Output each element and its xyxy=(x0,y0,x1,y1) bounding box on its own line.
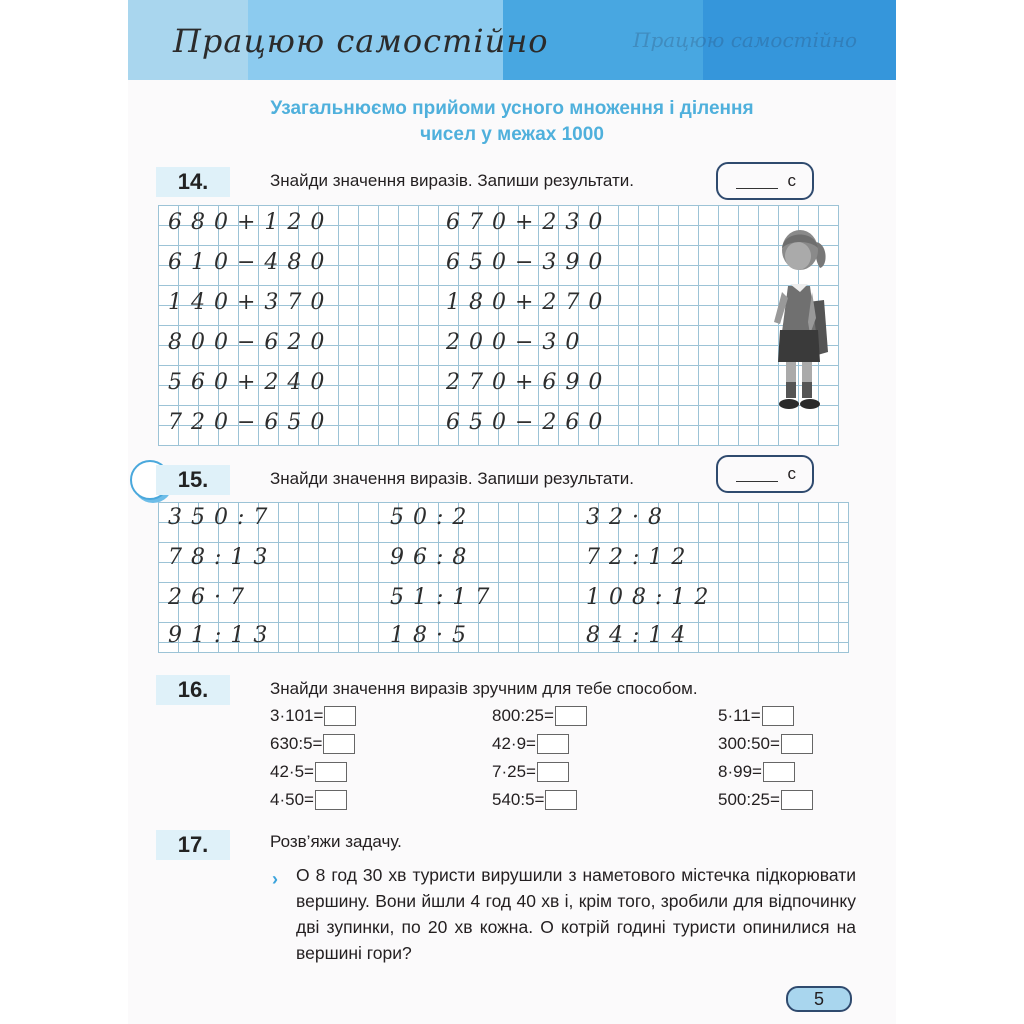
exercise-14-instruction: Знайди значення виразів. Запиши результати. xyxy=(270,171,634,190)
answer-box[interactable] xyxy=(323,734,355,754)
ex16-item xyxy=(718,762,795,782)
answer-box[interactable] xyxy=(315,790,347,810)
answer-box[interactable] xyxy=(763,762,795,782)
time-unit: с xyxy=(787,464,796,483)
answer-box[interactable] xyxy=(537,734,569,754)
time-blank xyxy=(736,188,778,189)
ex16-item xyxy=(492,790,577,810)
ex15-expression: 32·8 xyxy=(586,505,671,530)
exercise-15-time-field[interactable] xyxy=(716,455,814,493)
ex16-item xyxy=(492,706,587,726)
answer-box[interactable] xyxy=(324,706,356,726)
ex16-item xyxy=(270,762,347,782)
ex14-expression: 650−260 xyxy=(446,410,612,435)
ex14-expression: 800−620 xyxy=(168,330,334,355)
exercise-14-time-field[interactable] xyxy=(716,162,814,200)
ex15-expression: 84:14 xyxy=(586,623,695,648)
answer-box[interactable] xyxy=(315,762,347,782)
ex16-expression: 7·25= xyxy=(492,762,536,781)
lesson-title-line-1: Узагальнюємо прийоми усного множення і ділення xyxy=(270,98,754,119)
lesson-title xyxy=(128,96,896,148)
ex14-expression: 650−390 xyxy=(446,250,612,275)
ex15-expression: 26·7 xyxy=(168,585,253,610)
ex16-expression: 5·11= xyxy=(718,706,761,725)
ex16-expression: 800:25= xyxy=(492,706,554,725)
ex15-expression: 96:8 xyxy=(390,545,476,570)
bleed-through-text: Працюю самостійно xyxy=(633,28,858,52)
answer-box[interactable] xyxy=(555,706,587,726)
ex14-expression: 610−480 xyxy=(168,250,334,275)
ex14-expression: 670+230 xyxy=(446,210,612,235)
ex14-expression: 270+690 xyxy=(446,370,612,395)
exercise-14-number: 14. xyxy=(156,167,230,197)
ex15-expression: 78:13 xyxy=(168,545,277,570)
ex15-expression: 350:7 xyxy=(168,505,277,530)
answer-box[interactable] xyxy=(781,734,813,754)
ex14-expression: 140+370 xyxy=(168,290,334,315)
ex16-expression: 3·101= xyxy=(270,706,324,725)
ex16-expression: 8·99= xyxy=(718,762,762,781)
ex16-item xyxy=(492,734,569,754)
ex14-expression: 680+120 xyxy=(168,210,334,235)
page-number: 5 xyxy=(786,986,852,1012)
chevron-right-icon: › xyxy=(272,869,278,889)
exercise-17-number: 17. xyxy=(156,830,230,860)
answer-box[interactable] xyxy=(545,790,577,810)
ex16-expression: 500:25= xyxy=(718,790,780,809)
ex14-expression: 560+240 xyxy=(168,370,334,395)
ex15-expression: 91:13 xyxy=(168,623,277,648)
ex14-expression: 180+270 xyxy=(446,290,612,315)
exercise-15-instruction: Знайди значення виразів. Запиши результати. xyxy=(270,469,634,488)
ex16-expression: 300:50= xyxy=(718,734,780,753)
exercise-17-instruction: Розв’яжи задачу. xyxy=(270,832,402,851)
ex16-item xyxy=(270,734,355,754)
ex16-expression: 42·9= xyxy=(492,734,536,753)
word-problem xyxy=(272,862,856,966)
ex15-expression: 72:12 xyxy=(586,545,695,570)
word-problem-text: О 8 год 30 хв туристи вирушили з наметового містечка підкорювати вершину. Вони йшли 4 год 40 хв і, крім того, зробили для відпочинку дві зупинки, по 20 хв кожна. О котрій годині туристи опинилися на вершині гори? xyxy=(296,865,856,963)
ex15-expression: 108:12 xyxy=(586,585,718,610)
ex15-expression: 18·5 xyxy=(390,623,475,648)
workbook-page xyxy=(128,0,896,1024)
ex16-expression: 42·5= xyxy=(270,762,314,781)
answer-box[interactable] xyxy=(781,790,813,810)
answer-box[interactable] xyxy=(537,762,569,782)
ex16-expression: 630:5= xyxy=(270,734,323,753)
ex16-item xyxy=(718,706,794,726)
ex16-item xyxy=(270,790,347,810)
time-unit: с xyxy=(787,171,796,190)
ex16-expression: 540:5= xyxy=(492,790,545,809)
answer-box[interactable] xyxy=(762,706,794,726)
ex16-item xyxy=(718,734,813,754)
ex15-expression: 51:17 xyxy=(390,585,499,610)
ex14-expression: 200−30 xyxy=(446,330,589,355)
ex16-item xyxy=(718,790,813,810)
ex16-expression: 4·50= xyxy=(270,790,314,809)
time-blank xyxy=(736,481,778,482)
girl-with-backpack-illustration xyxy=(758,222,838,422)
ex16-item xyxy=(270,706,356,726)
ex16-item xyxy=(492,762,569,782)
exercise-16-number: 16. xyxy=(156,675,230,705)
section-title: Працюю самостійно xyxy=(173,22,549,60)
ex15-expression: 50:2 xyxy=(390,505,476,530)
exercise-15-number: 15. xyxy=(156,465,230,495)
ex14-expression: 720−650 xyxy=(168,410,334,435)
lesson-title-line-2: чисел у межах 1000 xyxy=(420,124,604,145)
exercise-16-instruction: Знайди значення виразів зручним для тебе способом. xyxy=(270,679,698,698)
